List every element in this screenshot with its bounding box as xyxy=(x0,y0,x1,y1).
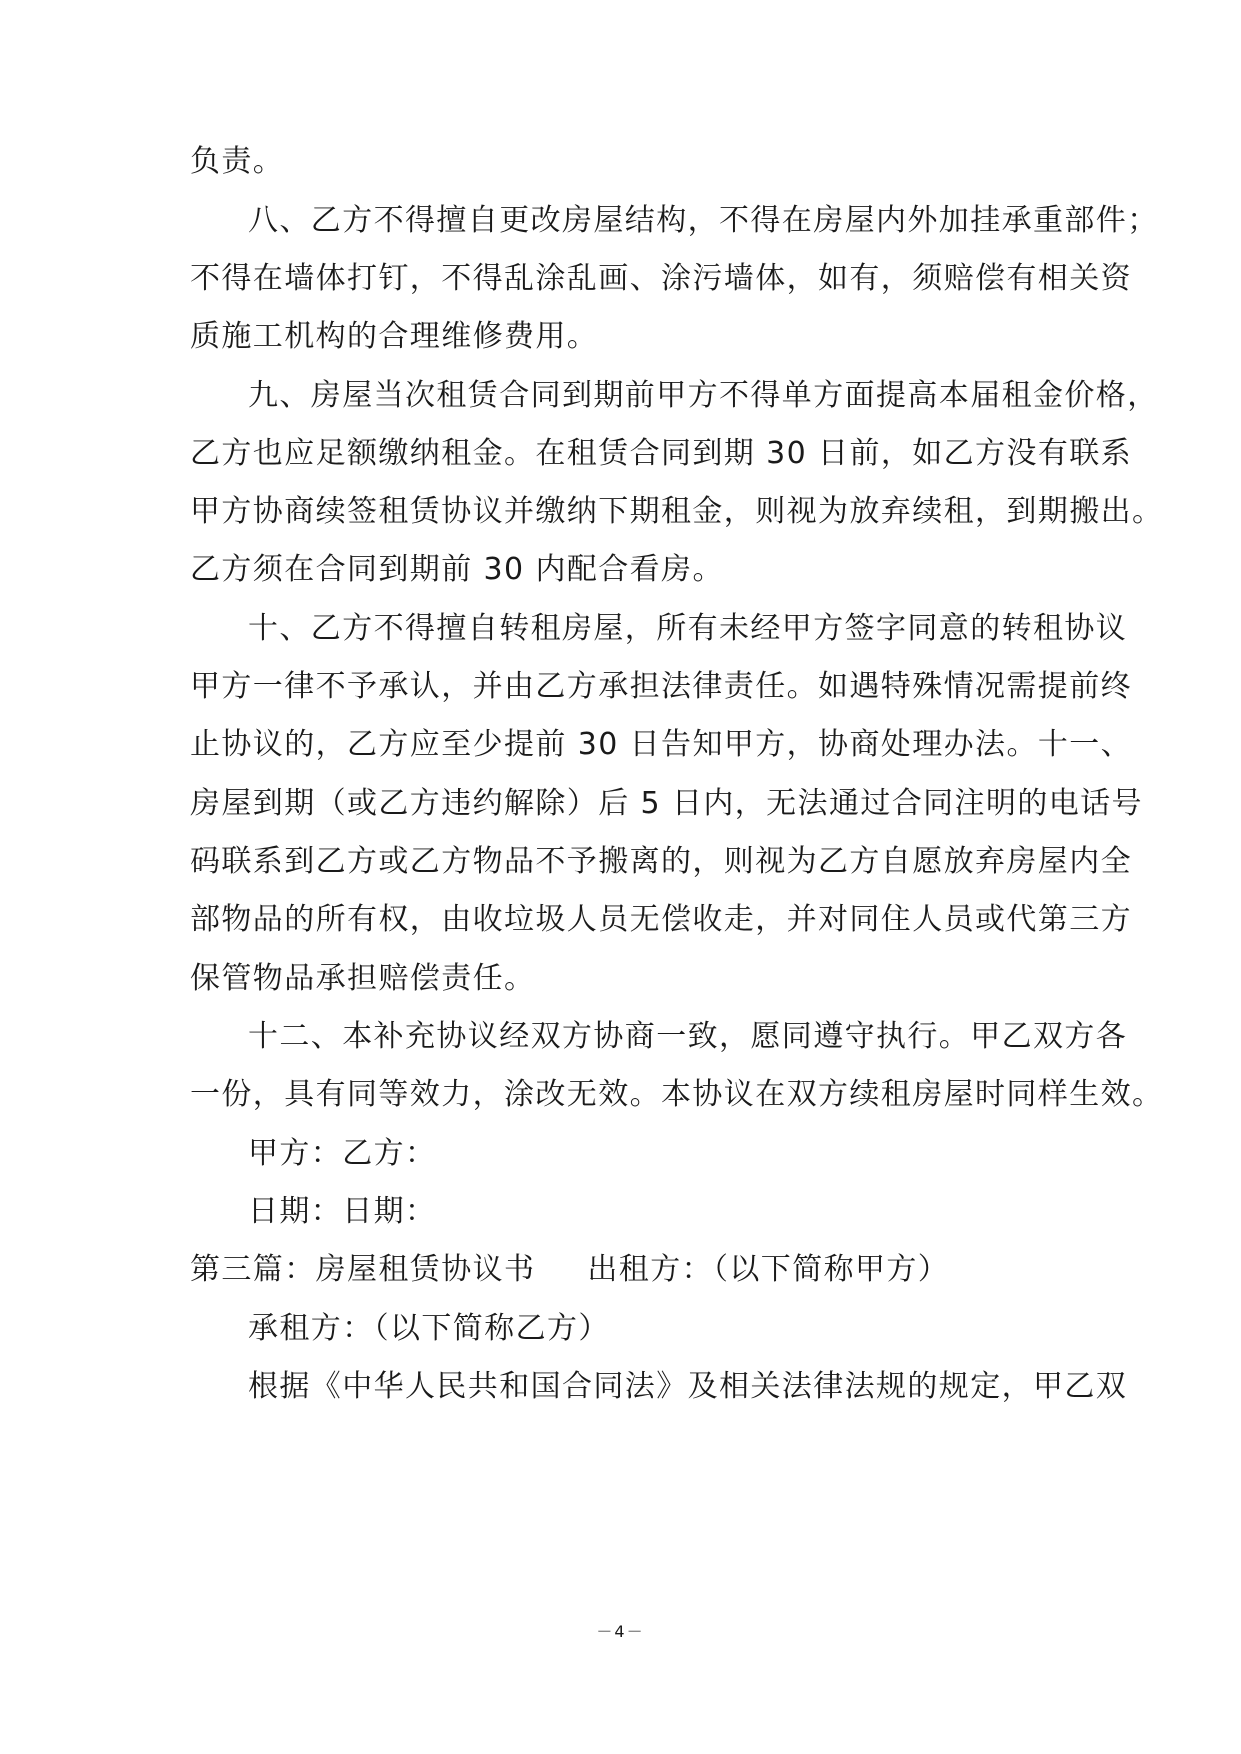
signature-line: 甲方：乙方： xyxy=(248,1136,437,1171)
paragraph-line: 八、乙方不得擅自更改房屋结构，不得在房屋内外加挂承重部件； xyxy=(248,203,1159,238)
paragraph-line: 部物品的所有权，由收垃圾人员无偿收走，并对同住人员或代第三方 xyxy=(190,902,1132,937)
paragraph-line: 甲方一律不予承认，并由乙方承担法律责任。如遇特殊情况需提前终 xyxy=(190,669,1132,704)
paragraph-line: 负责。 xyxy=(190,144,285,179)
page-number: －4－ xyxy=(596,1622,645,1641)
paragraph-line: 保管物品承担赔偿责任。 xyxy=(190,961,536,996)
paragraph-line: 质施工机构的合理维修费用。 xyxy=(190,319,599,354)
paragraph-line: 十二、本补充协议经双方协商一致，愿同遵守执行。甲乙双方各 xyxy=(248,1019,1128,1054)
paragraph-line: 乙方须在合同到期前 30 内配合看房。 xyxy=(190,552,724,587)
paragraph-line: 十、乙方不得擅自转租房屋，所有未经甲方签字同意的转租协议 xyxy=(248,611,1128,646)
date-line: 日期：日期： xyxy=(248,1194,437,1229)
paragraph-line: 房屋到期（或乙方违约解除）后 5 日内，无法通过合同注明的电话号 xyxy=(190,786,1143,821)
section-title: 第三篇：房屋租赁协议书 xyxy=(190,1252,536,1287)
paragraph-line: 根据《中华人民共和国合同法》及相关法律法规的规定，甲乙双 xyxy=(248,1369,1128,1404)
paragraph-line: 一份，具有同等效力，涂改无效。本协议在双方续租房屋时同样生效。 xyxy=(190,1077,1164,1112)
lessor-label: 出租方：（以下简称甲方） xyxy=(587,1252,950,1287)
paragraph-line: 止协议的，乙方应至少提前 30 日告知甲方，协商处理办法。十一、 xyxy=(190,727,1133,762)
paragraph-line: 乙方也应足额缴纳租金。在租赁合同到期 30 日前，如乙方没有联系 xyxy=(190,436,1133,471)
lessee-label: 承租方：（以下简称乙方） xyxy=(248,1311,610,1346)
paragraph-line: 九、房屋当次租赁合同到期前甲方不得单方面提高本届租金价格， xyxy=(248,378,1159,413)
paragraph-line: 码联系到乙方或乙方物品不予搬离的，则视为乙方自愿放弃房屋内全 xyxy=(190,844,1132,879)
paragraph-line: 甲方协商续签租赁协议并缴纳下期租金，则视为放弃续租，到期搬出。 xyxy=(190,494,1164,529)
paragraph-line: 不得在墙体打钉，不得乱涂乱画、涂污墙体，如有，须赔偿有相关资 xyxy=(190,261,1132,296)
section-heading xyxy=(190,1250,949,1290)
